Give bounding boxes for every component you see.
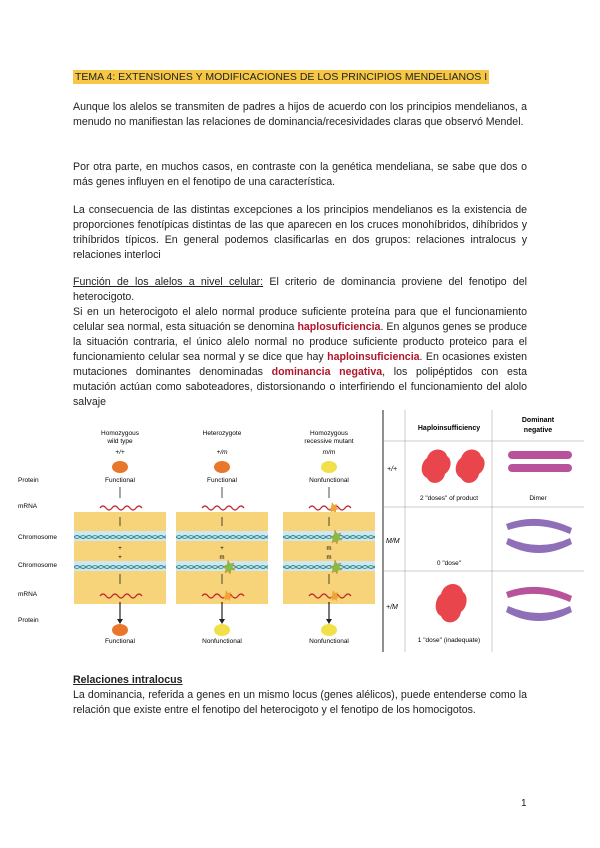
allele-label: + — [220, 546, 224, 552]
p4-text-1: El criterio de dominancia proviene del fenotipo del heterocigoto. — [73, 276, 527, 303]
caption-zero-dose: 0 "dose" — [436, 560, 462, 567]
caption-dimer: Dimer — [529, 495, 547, 502]
paragraph-2: Por otra parte, en muchos casos, en contraste con la genética mendeliana, se sabe que dos o más genes influyen en el fenotipo de una característica. — [73, 161, 527, 188]
protein-blob-icon — [436, 584, 467, 622]
nonfunctional-protein-icon — [321, 624, 337, 636]
allele-label: + — [118, 546, 122, 552]
mutant-strand-icon — [506, 519, 572, 534]
functional-protein-icon — [214, 461, 230, 473]
allele-label: m — [326, 555, 332, 561]
col-title: Homozygous — [310, 430, 348, 437]
p4-text-2: Si en un heterocigoto el alelo normal produce suficiente proteína para que el funcionamiento celular sea normal, esta situación se denomina — [73, 306, 527, 333]
nonfunctional-protein-icon — [214, 624, 230, 636]
mrna-icon — [100, 506, 142, 510]
dimer-strand-icon — [508, 451, 572, 459]
allele-label: m — [326, 546, 332, 552]
paragraph-1: Aunque los alelos se transmiten de padres a hijos de acuerdo con los principios mendelianos, a menudo no manifiestan las relaciones de dominancia/recesividades claras que observó Mendel. — [73, 101, 527, 128]
chromosome-icon — [176, 563, 268, 569]
row-genotype: M/M — [386, 538, 400, 545]
section-heading-intralocus: Relaciones intralocus — [73, 674, 183, 686]
nonfunctional-protein-icon — [321, 461, 337, 473]
col-title: Homozygous — [101, 430, 139, 437]
protein-status: Functional — [105, 638, 135, 645]
mutant-strand-icon — [506, 538, 572, 553]
protein-status: Functional — [207, 477, 237, 484]
p4-text-3: . En algunos genes se produce la situación contraria, el único alelo normal no produce suficiente producto proteico para el funcionamiento celular sea normal y se dice que hay — [73, 321, 527, 363]
intralocus-section — [73, 673, 527, 718]
protein-status: Functional — [105, 477, 135, 484]
column-heterozygote — [176, 430, 268, 645]
header-dominant: Dominant — [521, 417, 555, 424]
header-negative: negative — [523, 427, 553, 434]
genotype-label: m/m — [322, 449, 336, 456]
keyword-haplosuficiencia: haplosuficiencia — [297, 321, 381, 333]
protein-status: Nonfunctional — [202, 638, 242, 645]
chromosome-icon — [283, 563, 375, 569]
chromosome-icon — [74, 563, 166, 569]
row-label: Protein — [18, 477, 39, 484]
caption-two-doses: 2 "doses" of product — [419, 495, 479, 502]
chromosome-icon — [283, 533, 375, 539]
paragraph-3: La consecuencia de las distintas excepciones a los principios mendelianos es la existencia de proporciones fenotípicas distintas de las que aparecen en los cruces monohíbridos, dihíbridos y trihíbridos típicos. En general podemos clasificarlas en dos grupos: relaciones intralocus y relaciones interloci — [73, 204, 527, 261]
row-label: mRNA — [18, 503, 38, 510]
row-label: Protein — [18, 617, 39, 624]
allele-label: + — [118, 555, 122, 561]
header-haploinsufficiency: Haploinsufficiency — [417, 425, 481, 432]
protein-status: Nonfunctional — [309, 638, 349, 645]
mutation-icon — [328, 502, 339, 513]
chromosome-icon — [74, 533, 166, 539]
paragraph-4 — [73, 275, 527, 410]
chromosome-icon — [176, 533, 268, 539]
protein-blob-icon — [456, 450, 485, 483]
row-label: Chromosome — [18, 562, 58, 569]
protein-status: Nonfunctional — [309, 477, 349, 484]
col-title: Heterozygote — [202, 430, 242, 437]
functional-protein-icon — [112, 461, 128, 473]
keyword-haploinsuficiencia: haploinsuficiencia — [327, 351, 420, 363]
row-label: Chromosome — [18, 534, 58, 541]
mutant-strand-icon — [506, 606, 572, 621]
row-label: mRNA — [18, 591, 38, 598]
allele-label: m — [219, 555, 225, 561]
caption-one-dose: 1 "dose" (inadequate) — [417, 637, 481, 644]
functional-protein-icon — [112, 624, 128, 636]
dominance-table-figure — [381, 408, 586, 654]
dimer-strand-icon — [508, 464, 572, 472]
col-title: wild type — [107, 438, 133, 445]
column-wild-type — [74, 430, 166, 645]
row-genotype: +/+ — [387, 466, 398, 473]
column-recessive-mutant — [283, 430, 375, 645]
section-heading-cellular: Función de los alelos a nivel celular: — [73, 276, 264, 288]
allele-function-figure — [14, 414, 386, 646]
mrna-icon — [202, 506, 244, 510]
keyword-dominancia-negativa: dominancia negativa — [271, 366, 383, 378]
genotype-label: +/m — [216, 449, 228, 456]
p4-text-4: . En ocasiones existen mutaciones dominantes denominadas — [73, 351, 528, 378]
row-genotype: +/M — [386, 604, 398, 611]
col-title: recessive mutant — [304, 438, 354, 445]
wildtype-strand-icon — [506, 587, 572, 602]
p4-text-5: , los polipéptidos con esta mutación actúan como saboteadores, distorsionando o interfiriendo el funcionamiento del alolo salvaje — [73, 366, 527, 408]
page-number: 1 — [521, 798, 527, 809]
intralocus-text: La dominancia, referida a genes en un mismo locus (genes alélicos), puede entenderse como la relación que existe entre el fenotipo del heterocigoto y el fenotipo de los homocigotos. — [73, 689, 527, 716]
genotype-label: +/+ — [115, 449, 125, 456]
chapter-title: TEMA 4: EXTENSIONES Y MODIFICACIONES DE LOS PRINCIPIOS MENDELIANOS I — [75, 71, 488, 83]
protein-blob-icon — [422, 450, 451, 483]
